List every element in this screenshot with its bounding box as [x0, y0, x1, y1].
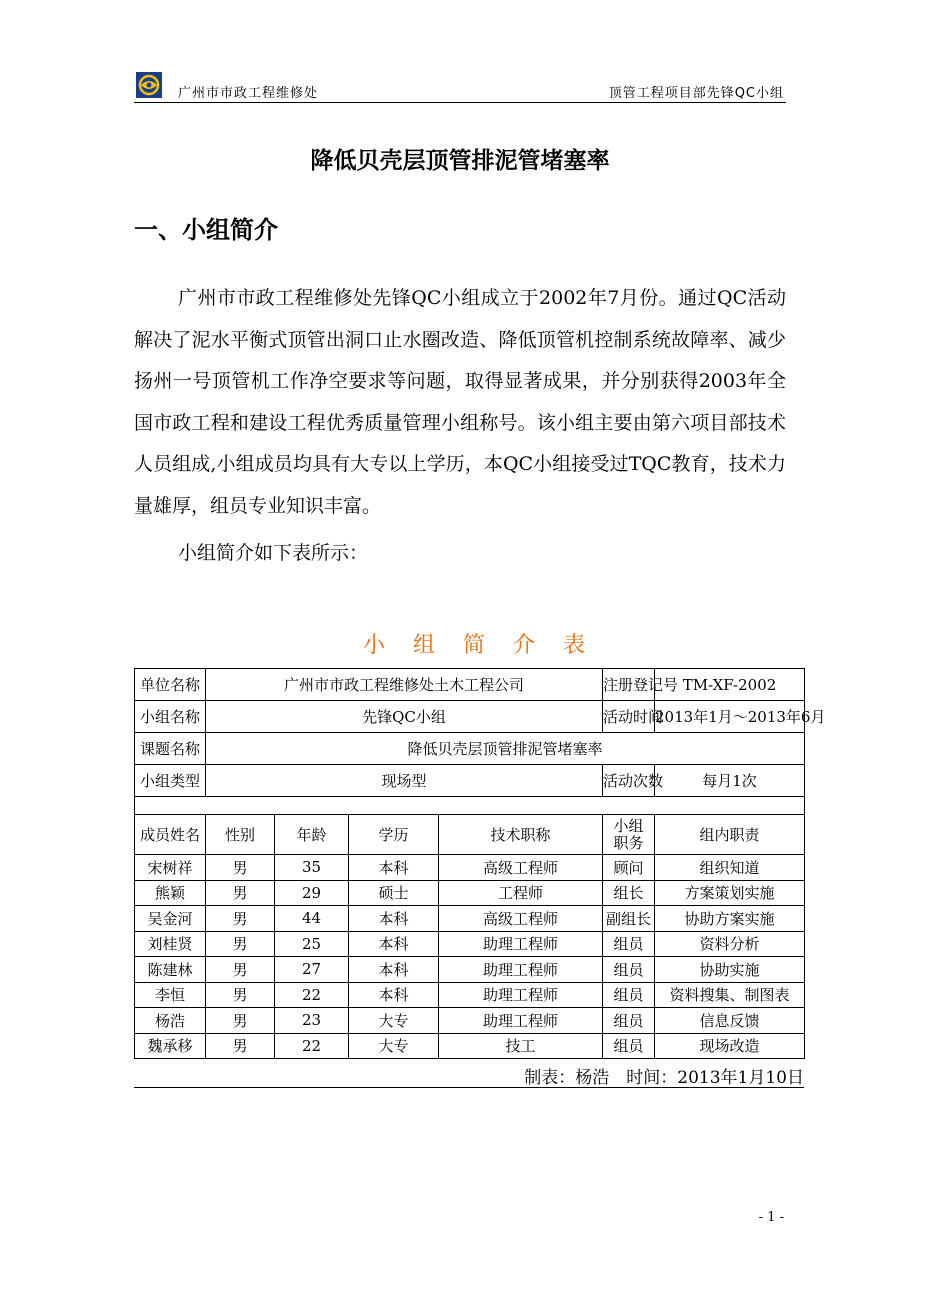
member-header-cell: 成员姓名 [135, 815, 206, 855]
member-cell: 组员 [603, 1008, 655, 1034]
type-value: 现场型 [206, 765, 603, 797]
member-cell: 魏承移 [135, 1033, 206, 1059]
member-cell: 大专 [349, 1033, 439, 1059]
group-info-table [134, 668, 826, 1059]
intro-paragraph: 广州市市政工程维修处先锋QC小组成立于2002年7月份。通过QC活动解决了泥水平衡式顶管出洞口止水圈改造、降低顶管机控制系统故障率、减少扬州一号顶管机工作净空要求等问题，取得显著成果，并分别获得2003年全国市政工程和建设工程优秀质量管理小组称号。该小组主要由第六项目部技术人员组成,小组成员均具有大专以上学历，本QC小组接受过TQC教育，技术力量雄厚，组员专业知识丰富。 [134, 287, 786, 517]
member-cell: 组织知道 [655, 855, 805, 881]
reg-label [603, 669, 679, 701]
member-cell: 杨浩 [135, 1008, 206, 1034]
section-heading: 一、小组简介 [134, 216, 278, 244]
member-cell: 组员 [603, 982, 655, 1008]
member-cell: 23 [275, 1008, 349, 1034]
page-number: - 1 - [758, 1210, 784, 1225]
member-cell: 副组长 [603, 906, 655, 932]
member-cell: 李恒 [135, 982, 206, 1008]
freq-label: 活动次数 [603, 765, 655, 797]
reg-value: TM-XF-2002 [655, 669, 805, 701]
member-row [135, 855, 805, 881]
reg-label-text: 注册登记号 [603, 676, 679, 694]
body-text [134, 278, 786, 575]
member-cell: 信息反馈 [655, 1008, 805, 1034]
member-row [135, 931, 805, 957]
member-cell: 组员 [603, 1033, 655, 1059]
member-header-cell: 学历 [349, 815, 439, 855]
member-cell: 吴金河 [135, 906, 206, 932]
time-label: 活动时间 [603, 701, 655, 733]
group-label: 小组名称 [135, 701, 206, 733]
member-cell: 协助实施 [655, 957, 805, 983]
table-footer-note: 制表：杨浩 时间：2013年1月10日 [134, 1063, 804, 1088]
member-cell: 技工 [439, 1033, 603, 1059]
member-header-cell: 组内职责 [655, 815, 805, 855]
member-cell: 男 [206, 1033, 275, 1059]
member-row [135, 880, 805, 906]
member-cell: 助理工程师 [439, 957, 603, 983]
member-cell: 22 [275, 982, 349, 1008]
header-left-text: 广州市市政工程维修处 [178, 86, 319, 101]
member-cell: 男 [206, 855, 275, 881]
member-cell: 宋树祥 [135, 855, 206, 881]
member-table-body [135, 815, 805, 1059]
member-cell: 组员 [603, 957, 655, 983]
member-cell: 男 [206, 957, 275, 983]
table-title: 小组简介表 [362, 633, 613, 658]
member-cell: 22 [275, 1033, 349, 1059]
member-cell: 男 [206, 880, 275, 906]
member-cell: 刘桂贤 [135, 931, 206, 957]
page-header [134, 70, 786, 103]
member-row [135, 982, 805, 1008]
member-header-cell: 小组职务 [603, 815, 655, 855]
member-cell: 工程师 [439, 880, 603, 906]
unit-value: 广州市市政工程维修处土木工程公司 [206, 669, 603, 701]
unit-label: 单位名称 [135, 669, 206, 701]
member-header-cell: 性别 [206, 815, 275, 855]
member-cell: 27 [275, 957, 349, 983]
member-cell: 本科 [349, 855, 439, 881]
group-value: 先锋QC小组 [206, 701, 603, 733]
member-cell: 组长 [603, 880, 655, 906]
member-cell: 29 [275, 880, 349, 906]
topic-label: 课题名称 [135, 733, 206, 765]
topic-value: 降低贝壳层顶管排泥管堵塞率 [206, 733, 805, 765]
member-cell: 协助方案实施 [655, 906, 805, 932]
member-cell: 本科 [349, 982, 439, 1008]
member-cell: 35 [275, 855, 349, 881]
member-cell: 本科 [349, 906, 439, 932]
member-cell: 熊颖 [135, 880, 206, 906]
member-cell: 25 [275, 931, 349, 957]
member-cell: 本科 [349, 957, 439, 983]
member-row [135, 906, 805, 932]
type-label: 小组类型 [135, 765, 206, 797]
member-cell: 资料搜集、制图表 [655, 982, 805, 1008]
member-cell: 助理工程师 [439, 1008, 603, 1034]
spacer-row [135, 797, 805, 815]
member-cell: 男 [206, 982, 275, 1008]
member-cell: 助理工程师 [439, 931, 603, 957]
member-cell: 男 [206, 906, 275, 932]
member-header-cell: 年龄 [275, 815, 349, 855]
member-row [135, 957, 805, 983]
member-cell: 助理工程师 [439, 982, 603, 1008]
member-cell: 男 [206, 931, 275, 957]
member-cell: 陈建林 [135, 957, 206, 983]
member-row [135, 1033, 805, 1059]
time-value: 2013年1月～2013年6月 [655, 701, 805, 733]
table-intro-paragraph: 小组简介如下表所示： [178, 542, 369, 564]
member-cell: 顾问 [603, 855, 655, 881]
member-cell: 本科 [349, 931, 439, 957]
member-cell: 方案策划实施 [655, 880, 805, 906]
member-cell: 组员 [603, 931, 655, 957]
member-cell: 44 [275, 906, 349, 932]
member-cell: 大专 [349, 1008, 439, 1034]
header-right-text: 顶管工程项目部先锋QC小组 [608, 86, 784, 101]
freq-value: 每月1次 [655, 765, 805, 797]
member-cell: 资料分析 [655, 931, 805, 957]
member-cell: 硕士 [349, 880, 439, 906]
document-title: 降低贝壳层顶管排泥管堵塞率 [310, 148, 610, 174]
member-cell: 高级工程师 [439, 906, 603, 932]
organization-logo-icon [136, 72, 162, 98]
member-header-cell: 技术职称 [439, 815, 603, 855]
member-header-row [135, 815, 805, 855]
member-cell: 现场改造 [655, 1033, 805, 1059]
member-cell: 男 [206, 1008, 275, 1034]
member-row [135, 1008, 805, 1034]
member-cell: 高级工程师 [439, 855, 603, 881]
